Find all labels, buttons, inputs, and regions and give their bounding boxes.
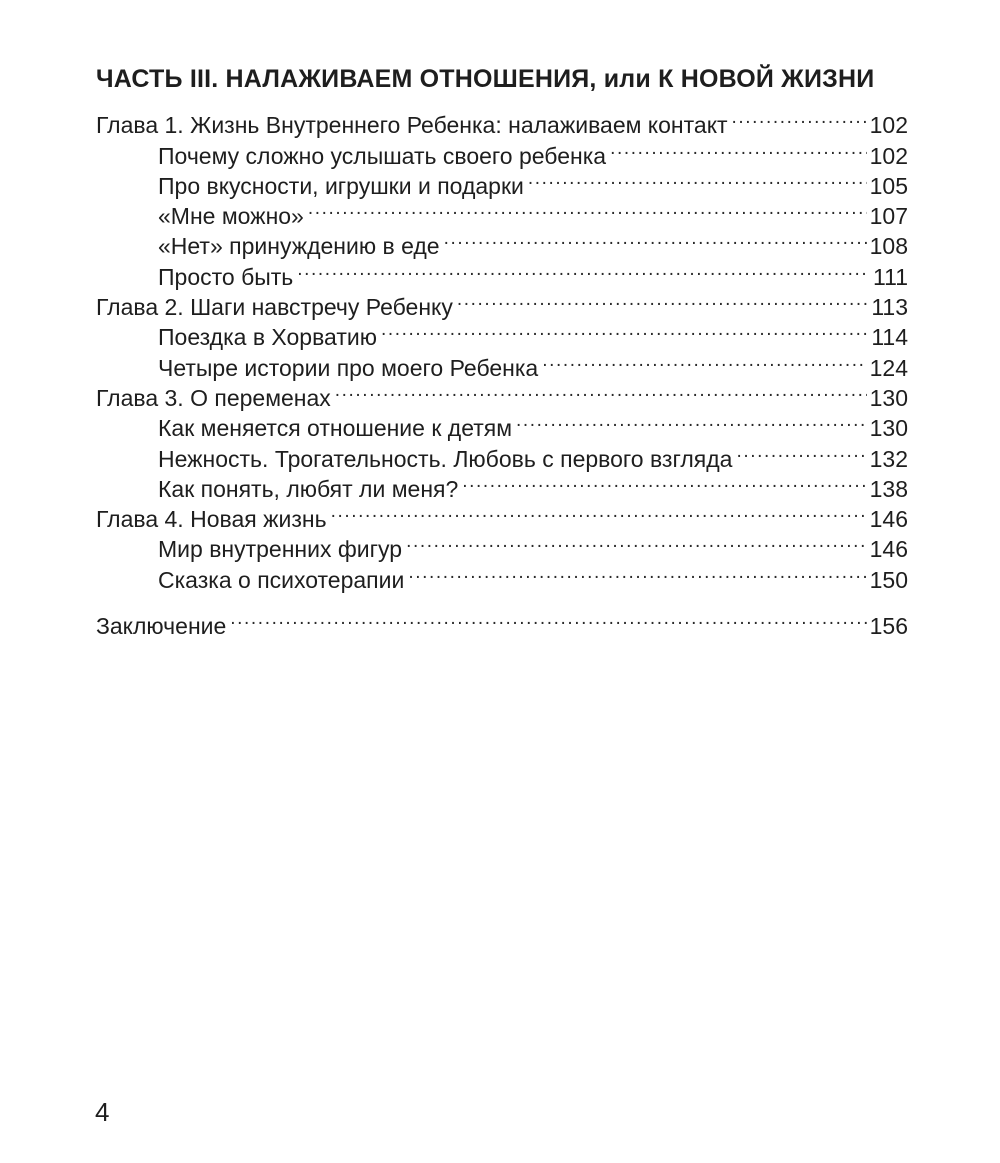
dot-leader	[381, 315, 868, 345]
toc-entry-label: Заключение	[96, 613, 227, 640]
toc-entry-page: 156	[869, 613, 908, 640]
page-number: 4	[95, 1097, 110, 1127]
toc-entry-conclusion	[96, 604, 908, 640]
toc-entry-label: Как понять, любят ли меня?	[158, 475, 459, 502]
toc-entry-chapter-1	[96, 103, 908, 139]
dot-leader	[457, 285, 868, 315]
toc-entry-page: 130	[869, 384, 908, 411]
toc-entry-page: 108	[869, 233, 908, 260]
dot-leader	[462, 467, 866, 497]
toc-entry-label: Как меняется отношение к детям	[158, 415, 513, 442]
toc-entry-label: «Нет» принуждению в еде	[158, 233, 440, 260]
dot-leader	[542, 345, 866, 375]
toc-entry-page: 124	[869, 354, 908, 381]
toc-entry-label: Просто быть	[158, 263, 294, 290]
toc-entry-page: 150	[869, 566, 908, 593]
toc-entry-page: 111	[873, 263, 908, 290]
table-of-contents	[96, 103, 908, 640]
dot-leader	[230, 604, 866, 634]
toc-entry-label: Сказка о психотерапии	[158, 566, 405, 593]
toc-entry-page: 113	[871, 294, 908, 321]
dot-leader	[610, 133, 867, 163]
toc-entry-label: Глава 2. Шаги навстречу Ребенку	[96, 294, 453, 321]
toc-entry-page: 132	[869, 445, 908, 472]
dot-leader	[736, 436, 866, 466]
dot-leader	[516, 406, 867, 436]
dot-leader	[297, 254, 870, 284]
toc-entry-page: 102	[869, 142, 908, 169]
toc-entry-label: Почему сложно услышать своего ребенка	[158, 142, 607, 169]
dot-leader	[406, 527, 867, 557]
dot-leader	[732, 103, 867, 133]
toc-entry-page: 105	[869, 172, 908, 199]
dot-leader	[528, 164, 867, 194]
toc-entry-label: Поездка в Хорватию	[158, 324, 377, 351]
toc-entry-page: 138	[869, 475, 908, 502]
dot-leader	[335, 376, 867, 406]
toc-entry-label: Глава 1. Жизнь Внутреннего Ребенка: налаживаем контакт	[96, 112, 728, 139]
dot-leader	[308, 194, 867, 224]
toc-entry-page: 107	[869, 203, 908, 230]
dot-leader	[444, 224, 867, 254]
dot-leader	[408, 557, 866, 587]
part-title: ЧАСТЬ III. НАЛАЖИВАЕМ ОТНОШЕНИЯ, или К НОВОЙ ЖИЗНИ	[96, 65, 875, 93]
toc-entry-page: 146	[869, 506, 908, 533]
toc-entry-page: 102	[869, 112, 908, 139]
toc-entry-label: Глава 3. О переменах	[96, 384, 331, 411]
toc-entry-page: 146	[869, 536, 908, 563]
toc-entry-page: 114	[871, 324, 908, 351]
toc-entry-label: Четыре истории про моего Ребенка	[158, 354, 539, 381]
toc-entry-label: «Мне можно»	[158, 203, 304, 230]
toc-entry-label: Мир внутренних фигур	[158, 536, 403, 563]
dot-leader	[331, 497, 867, 527]
toc-entry-label: Глава 4. Новая жизнь	[96, 506, 327, 533]
toc-entry-label: Про вкусности, игрушки и подарки	[158, 172, 524, 199]
toc-entry-label: Нежность. Трогательность. Любовь с первого взгляда	[158, 445, 733, 472]
toc-entry-page: 130	[869, 415, 908, 442]
